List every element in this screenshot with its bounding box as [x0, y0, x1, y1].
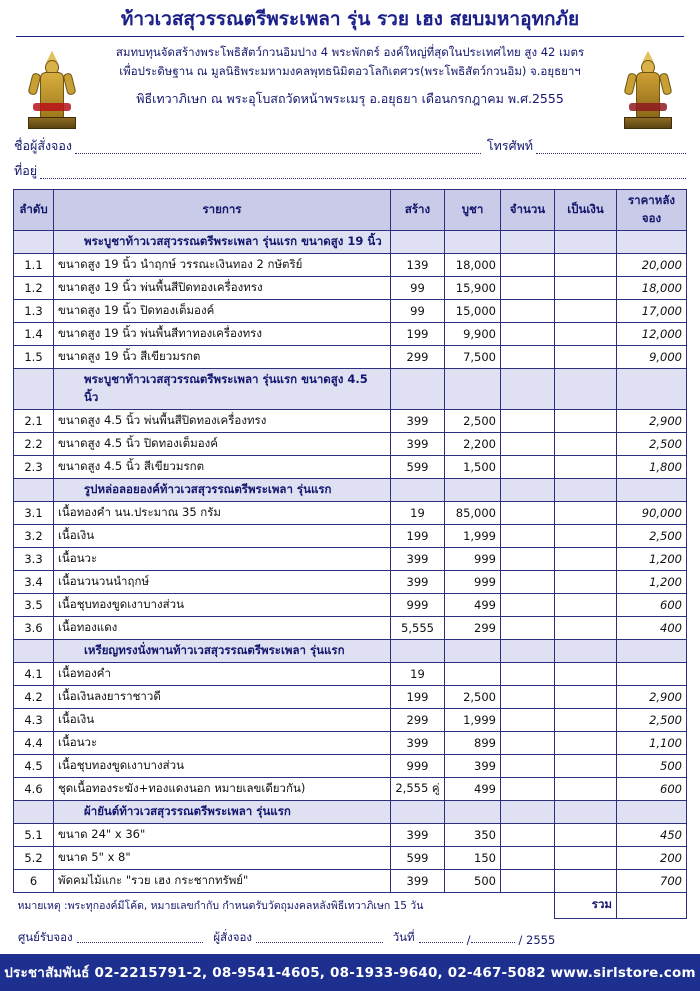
center-signature-input[interactable] [77, 942, 204, 943]
section-no [14, 368, 54, 409]
table-row [14, 823, 687, 846]
row-qty-input[interactable] [501, 524, 555, 547]
orderer-signature-label: ผู้สั่งจอง [213, 929, 252, 944]
row-after-order-price: 2,500 [617, 708, 687, 731]
row-worship-price: 15,000 [445, 299, 501, 322]
table-row [14, 322, 687, 345]
section-make [391, 230, 445, 253]
row-worship-price: 2,500 [445, 409, 501, 432]
row-worship-price: 2,500 [445, 685, 501, 708]
row-no: 4.1 [14, 662, 54, 685]
section-amount [555, 639, 617, 662]
row-after-order-price [617, 662, 687, 685]
row-make-count: 299 [391, 708, 445, 731]
address-row [14, 158, 686, 183]
section-worship [445, 639, 501, 662]
row-after-order-price: 500 [617, 754, 687, 777]
row-worship-price: 1,999 [445, 708, 501, 731]
row-make-count: 199 [391, 322, 445, 345]
row-make-count: 2,555 คู่ [391, 777, 445, 800]
table-row [14, 501, 687, 524]
row-no: 2.2 [14, 432, 54, 455]
row-amount-input[interactable] [555, 547, 617, 570]
row-make-count: 19 [391, 501, 445, 524]
row-qty-input[interactable] [501, 547, 555, 570]
table-row [14, 593, 687, 616]
row-amount-input[interactable] [555, 685, 617, 708]
table-row [14, 616, 687, 639]
contact-bar [0, 954, 700, 991]
row-description: เนื้อชุบทองขูดเงาบางส่วน [54, 593, 391, 616]
row-description: เนื้อทองคำ [54, 662, 391, 685]
table-section-row [14, 478, 687, 501]
row-amount-input[interactable] [555, 322, 617, 345]
row-worship-price: 299 [445, 616, 501, 639]
section-worship [445, 230, 501, 253]
row-no: 3.5 [14, 593, 54, 616]
phone-label: โทรศัพท์ [486, 137, 533, 153]
table-row [14, 345, 687, 368]
row-qty-input[interactable] [501, 869, 555, 892]
row-make-count: 399 [391, 570, 445, 593]
total-row [14, 892, 687, 918]
row-description: พัดคมไม้แกะ "รวย เฮง กระชากทรัพย์" [54, 869, 391, 892]
table-row [14, 524, 687, 547]
row-make-count: 599 [391, 455, 445, 478]
row-description: เนื้อทองคำ นน.ประมาณ 35 กรัม [54, 501, 391, 524]
table-row [14, 869, 687, 892]
section-qty [501, 478, 555, 501]
row-no: 3.2 [14, 524, 54, 547]
row-description: ขนาดสูง 19 นิ้ว พ่นพื้นสีปิดทองเครื่องทรง [54, 276, 391, 299]
orderer-name-input[interactable] [75, 153, 481, 154]
row-amount-input[interactable] [555, 432, 617, 455]
items-table-head [14, 189, 687, 230]
row-no: 1.1 [14, 253, 54, 276]
row-qty-input[interactable] [501, 409, 555, 432]
row-qty-input[interactable] [501, 754, 555, 777]
section-title: พระบูชาท้าวเวสสุวรรณตรีพระเพลา รุ่นแรก ขนาดสูง 19 นิ้ว [54, 230, 391, 253]
row-no: 5.1 [14, 823, 54, 846]
thao-wessuwan-statue-right-icon [616, 41, 680, 129]
row-qty-input[interactable] [501, 616, 555, 639]
table-header-row [14, 189, 687, 230]
row-worship-price: 499 [445, 593, 501, 616]
row-description: ขนาด 5" x 8" [54, 846, 391, 869]
section-price [617, 230, 687, 253]
section-no [14, 478, 54, 501]
row-worship-price: 350 [445, 823, 501, 846]
row-worship-price: 1,500 [445, 455, 501, 478]
table-row [14, 432, 687, 455]
row-description: ขนาดสูง 19 นิ้ว พ่นพื้นสีทาทองเครื่องทรง [54, 322, 391, 345]
row-no: 4.6 [14, 777, 54, 800]
row-no: 1.4 [14, 322, 54, 345]
row-no: 2.3 [14, 455, 54, 478]
row-description: ขนาดสูง 4.5 นิ้ว สีเขียวมรกต [54, 455, 391, 478]
section-no [14, 230, 54, 253]
items-table-wrapper [0, 185, 700, 919]
row-worship-price: 85,000 [445, 501, 501, 524]
row-no: 3.3 [14, 547, 54, 570]
row-worship-price: 999 [445, 547, 501, 570]
title-divider [16, 36, 684, 37]
address-input[interactable] [40, 178, 686, 179]
row-make-count: 99 [391, 299, 445, 322]
row-after-order-price: 9,000 [617, 345, 687, 368]
row-amount-input[interactable] [555, 708, 617, 731]
row-qty-input[interactable] [501, 593, 555, 616]
section-price [617, 478, 687, 501]
table-row [14, 455, 687, 478]
row-no: 1.2 [14, 276, 54, 299]
row-after-order-price: 18,000 [617, 276, 687, 299]
total-label: รวม [555, 892, 617, 918]
row-after-order-price: 2,500 [617, 432, 687, 455]
row-no: 2.1 [14, 409, 54, 432]
row-description: ชุดเนื้อทองระฆัง+ทองแดงนอก หมายเลขเดียวกัน) [54, 777, 391, 800]
row-amount-input[interactable] [555, 501, 617, 524]
row-make-count: 999 [391, 754, 445, 777]
section-make [391, 800, 445, 823]
thao-wessuwan-statue-left-icon [20, 41, 84, 129]
date-month-input[interactable] [471, 942, 515, 943]
row-amount-input[interactable] [555, 345, 617, 368]
row-no: 4.3 [14, 708, 54, 731]
center-signature-label: ศูนย์รับจอง [18, 929, 73, 944]
table-row [14, 685, 687, 708]
row-amount-input[interactable] [555, 524, 617, 547]
row-no: 3.1 [14, 501, 54, 524]
address-label: ที่อยู่ [14, 162, 38, 178]
row-make-count: 399 [391, 731, 445, 754]
row-after-order-price: 700 [617, 869, 687, 892]
document-header [0, 0, 700, 129]
column-header-description: รายการ [54, 189, 391, 230]
row-description: ขนาดสูง 19 นิ้ว นำฤกษ์ วรรณะเงินทอง 2 กษัตริย์ [54, 253, 391, 276]
section-no [14, 800, 54, 823]
row-no: 3.4 [14, 570, 54, 593]
section-worship [445, 478, 501, 501]
section-qty [501, 368, 555, 409]
row-description: เนื้อเงิน [54, 524, 391, 547]
row-amount-input[interactable] [555, 253, 617, 276]
order-info-block [0, 129, 700, 185]
section-price [617, 800, 687, 823]
row-qty-input[interactable] [501, 322, 555, 345]
row-amount-input[interactable] [555, 409, 617, 432]
row-no: 4.5 [14, 754, 54, 777]
table-section-row [14, 230, 687, 253]
items-table-body [14, 230, 687, 892]
date-label: วันที่ [392, 929, 415, 944]
section-title: เหรียญทรงนั่งพานท้าวเวสสุวรรณตรีพระเพลา รุ่นแรก [54, 639, 391, 662]
header-subtitle-2: เพื่อประดิษฐาน ณ มูลนิธิพระมหามงคลพุทธนิมิตอวโลกิเตศวร(พระโพธิสัตว์กวนอิม) จ.อยุธยาฯ [119, 64, 581, 79]
table-row [14, 662, 687, 685]
table-row [14, 276, 687, 299]
row-amount-input[interactable] [555, 616, 617, 639]
row-no: 3.6 [14, 616, 54, 639]
section-make [391, 478, 445, 501]
row-qty-input[interactable] [501, 253, 555, 276]
row-after-order-price: 2,900 [617, 409, 687, 432]
row-worship-price: 18,000 [445, 253, 501, 276]
orderer-name-label: ชื่อผู้สั่งจอง [14, 137, 72, 153]
row-description: เนื้อชุบทองขูดเงาบางส่วน [54, 754, 391, 777]
row-worship-price: 499 [445, 777, 501, 800]
section-worship [445, 800, 501, 823]
row-make-count: 599 [391, 846, 445, 869]
row-qty-input[interactable] [501, 731, 555, 754]
row-make-count: 399 [391, 409, 445, 432]
row-amount-input[interactable] [555, 846, 617, 869]
table-row [14, 777, 687, 800]
column-header-after-price: ราคาหลังจอง [617, 189, 687, 230]
row-amount-input[interactable] [555, 299, 617, 322]
row-after-order-price: 1,200 [617, 547, 687, 570]
header-body [10, 41, 690, 127]
section-no [14, 639, 54, 662]
section-qty [501, 639, 555, 662]
row-description: ขนาดสูง 19 นิ้ว ปิดทองเต็มองค์ [54, 299, 391, 322]
row-qty-input[interactable] [501, 685, 555, 708]
row-description: เนื้อนวะ [54, 547, 391, 570]
row-after-order-price: 600 [617, 777, 687, 800]
row-amount-input[interactable] [555, 662, 617, 685]
section-worship [445, 368, 501, 409]
row-description: ขนาดสูง 19 นิ้ว สีเขียวมรกต [54, 345, 391, 368]
row-after-order-price: 600 [617, 593, 687, 616]
section-qty [501, 800, 555, 823]
row-worship-price [445, 662, 501, 685]
section-amount [555, 478, 617, 501]
section-make [391, 639, 445, 662]
column-header-amount: เป็นเงิน [555, 189, 617, 230]
row-make-count: 399 [391, 823, 445, 846]
row-worship-price: 7,500 [445, 345, 501, 368]
table-section-row [14, 639, 687, 662]
table-row [14, 731, 687, 754]
row-qty-input[interactable] [501, 823, 555, 846]
row-qty-input[interactable] [501, 777, 555, 800]
items-table [13, 189, 687, 919]
row-worship-price: 1,999 [445, 524, 501, 547]
page-title: ท้าวเวสสุวรรณตรีพระเพลา รุ่น รวย เฮง สยบมหาอุทกภัย [120, 8, 580, 30]
row-description: ขนาดสูง 4.5 นิ้ว ปิดทองเต็มองค์ [54, 432, 391, 455]
row-after-order-price: 1,100 [617, 731, 687, 754]
row-qty-input[interactable] [501, 276, 555, 299]
row-worship-price: 899 [445, 731, 501, 754]
row-amount-input[interactable] [555, 570, 617, 593]
column-header-no: ลำดับ [14, 189, 54, 230]
website-link[interactable]: www.sirlstore.com [550, 965, 696, 981]
row-description: เนื้อนวะ [54, 731, 391, 754]
row-make-count: 199 [391, 685, 445, 708]
row-no: 4.2 [14, 685, 54, 708]
row-make-count: 999 [391, 593, 445, 616]
row-make-count: 139 [391, 253, 445, 276]
row-worship-price: 999 [445, 570, 501, 593]
row-no: 5.2 [14, 846, 54, 869]
row-qty-input[interactable] [501, 570, 555, 593]
date-year: / 2555 [518, 932, 556, 947]
row-after-order-price: 12,000 [617, 322, 687, 345]
row-no: 1.3 [14, 299, 54, 322]
row-worship-price: 9,900 [445, 322, 501, 345]
row-description: เนื้อทองแดง [54, 616, 391, 639]
table-row [14, 846, 687, 869]
row-worship-price: 2,200 [445, 432, 501, 455]
table-row [14, 754, 687, 777]
row-qty-input[interactable] [501, 846, 555, 869]
table-row [14, 708, 687, 731]
header-ceremony-line: พิธีเทวาภิเษก ณ พระอุโบสถวัดหน้าพระเมรุ อ.อยุธยา เดือนกรกฎาคม พ.ศ.2555 [136, 90, 564, 106]
orderer-signature-input[interactable] [256, 942, 383, 943]
row-after-order-price: 200 [617, 846, 687, 869]
row-make-count: 199 [391, 524, 445, 547]
row-after-order-price: 90,000 [617, 501, 687, 524]
row-after-order-price: 17,000 [617, 299, 687, 322]
row-make-count: 399 [391, 547, 445, 570]
date-day-input[interactable] [419, 942, 463, 943]
row-description: ขนาดสูง 4.5 นิ้ว พ่นพื้นสีปิดทองเครื่องทรง [54, 409, 391, 432]
row-make-count: 299 [391, 345, 445, 368]
table-row [14, 409, 687, 432]
phone-input[interactable] [536, 153, 686, 154]
row-qty-input[interactable] [501, 708, 555, 731]
row-amount-input[interactable] [555, 593, 617, 616]
table-row [14, 299, 687, 322]
row-worship-price: 150 [445, 846, 501, 869]
row-amount-input[interactable] [555, 823, 617, 846]
row-make-count: 19 [391, 662, 445, 685]
row-make-count: 5,555 [391, 616, 445, 639]
row-after-order-price: 2,500 [617, 524, 687, 547]
items-table-foot [14, 892, 687, 918]
orderer-signature [213, 929, 382, 947]
row-no: 4.4 [14, 731, 54, 754]
table-note: หมายเหตุ :พระทุกองค์มีโค้ด, หมายเลขกำกับ กำหนดรับวัตถุมงคลหลังพิธีเทวาภิเษก 15 วัน [17, 900, 424, 912]
row-qty-input[interactable] [501, 345, 555, 368]
table-row [14, 570, 687, 593]
row-description: เนื้อเงินลงยาราชาวดี [54, 685, 391, 708]
row-description: ขนาด 24" x 36" [54, 823, 391, 846]
row-qty-input[interactable] [501, 501, 555, 524]
signature-row [0, 919, 700, 951]
column-header-qty: จำนวน [501, 189, 555, 230]
date-field: วันที่ / / 2555 [392, 929, 556, 947]
row-make-count: 399 [391, 432, 445, 455]
row-no: 1.5 [14, 345, 54, 368]
orderer-name-row [14, 133, 686, 158]
section-make [391, 368, 445, 409]
column-header-worship: บูชา [445, 189, 501, 230]
section-title: พระบูชาท้าวเวสสุวรรณตรีพระเพลา รุ่นแรก ขนาดสูง 4.5 นิ้ว [54, 368, 391, 409]
row-amount-input[interactable] [555, 777, 617, 800]
row-after-order-price: 400 [617, 616, 687, 639]
row-amount-input[interactable] [555, 455, 617, 478]
column-header-make: สร้าง [391, 189, 445, 230]
section-price [617, 368, 687, 409]
row-worship-price: 500 [445, 869, 501, 892]
section-title: ผ้ายันต์ท้าวเวสสุวรรณตรีพระเพลา รุ่นแรก [54, 800, 391, 823]
section-amount [555, 230, 617, 253]
row-worship-price: 399 [445, 754, 501, 777]
section-amount [555, 800, 617, 823]
section-price [617, 639, 687, 662]
row-worship-price: 15,900 [445, 276, 501, 299]
table-section-row [14, 368, 687, 409]
row-no: 6 [14, 869, 54, 892]
total-value-input[interactable] [617, 892, 687, 918]
row-make-count: 399 [391, 869, 445, 892]
row-qty-input[interactable] [501, 299, 555, 322]
row-description: เนื้อนวนวนนำฤกษ์ [54, 570, 391, 593]
row-qty-input[interactable] [501, 432, 555, 455]
row-after-order-price: 1,200 [617, 570, 687, 593]
table-row [14, 547, 687, 570]
section-qty [501, 230, 555, 253]
table-section-row [14, 800, 687, 823]
row-after-order-price: 1,800 [617, 455, 687, 478]
row-description: เนื้อเงิน [54, 708, 391, 731]
row-after-order-price: 20,000 [617, 253, 687, 276]
section-amount [555, 368, 617, 409]
row-after-order-price: 450 [617, 823, 687, 846]
row-amount-input[interactable] [555, 754, 617, 777]
row-qty-input[interactable] [501, 662, 555, 685]
contact-phones: ประชาสัมพันธ์ 02-2215791-2, 08-9541-4605, 08-1933-9640, 02-467-5082 [4, 965, 546, 981]
row-amount-input[interactable] [555, 869, 617, 892]
row-amount-input[interactable] [555, 276, 617, 299]
table-row [14, 253, 687, 276]
center-signature [18, 929, 203, 947]
section-title: รูปหล่อลอยองค์ท้าวเวสสุวรรณตรีพระเพลา รุ่นแรก [54, 478, 391, 501]
row-qty-input[interactable] [501, 455, 555, 478]
row-amount-input[interactable] [555, 731, 617, 754]
row-make-count: 99 [391, 276, 445, 299]
header-subtitle-1: สมทบทุนจัดสร้างพระโพธิสัตว์กวนอิมปาง 4 พระพักตร์ องค์ใหญ่ที่สุดในประเทศไทย สูง 42 เมตร [115, 44, 585, 59]
row-after-order-price: 2,900 [617, 685, 687, 708]
